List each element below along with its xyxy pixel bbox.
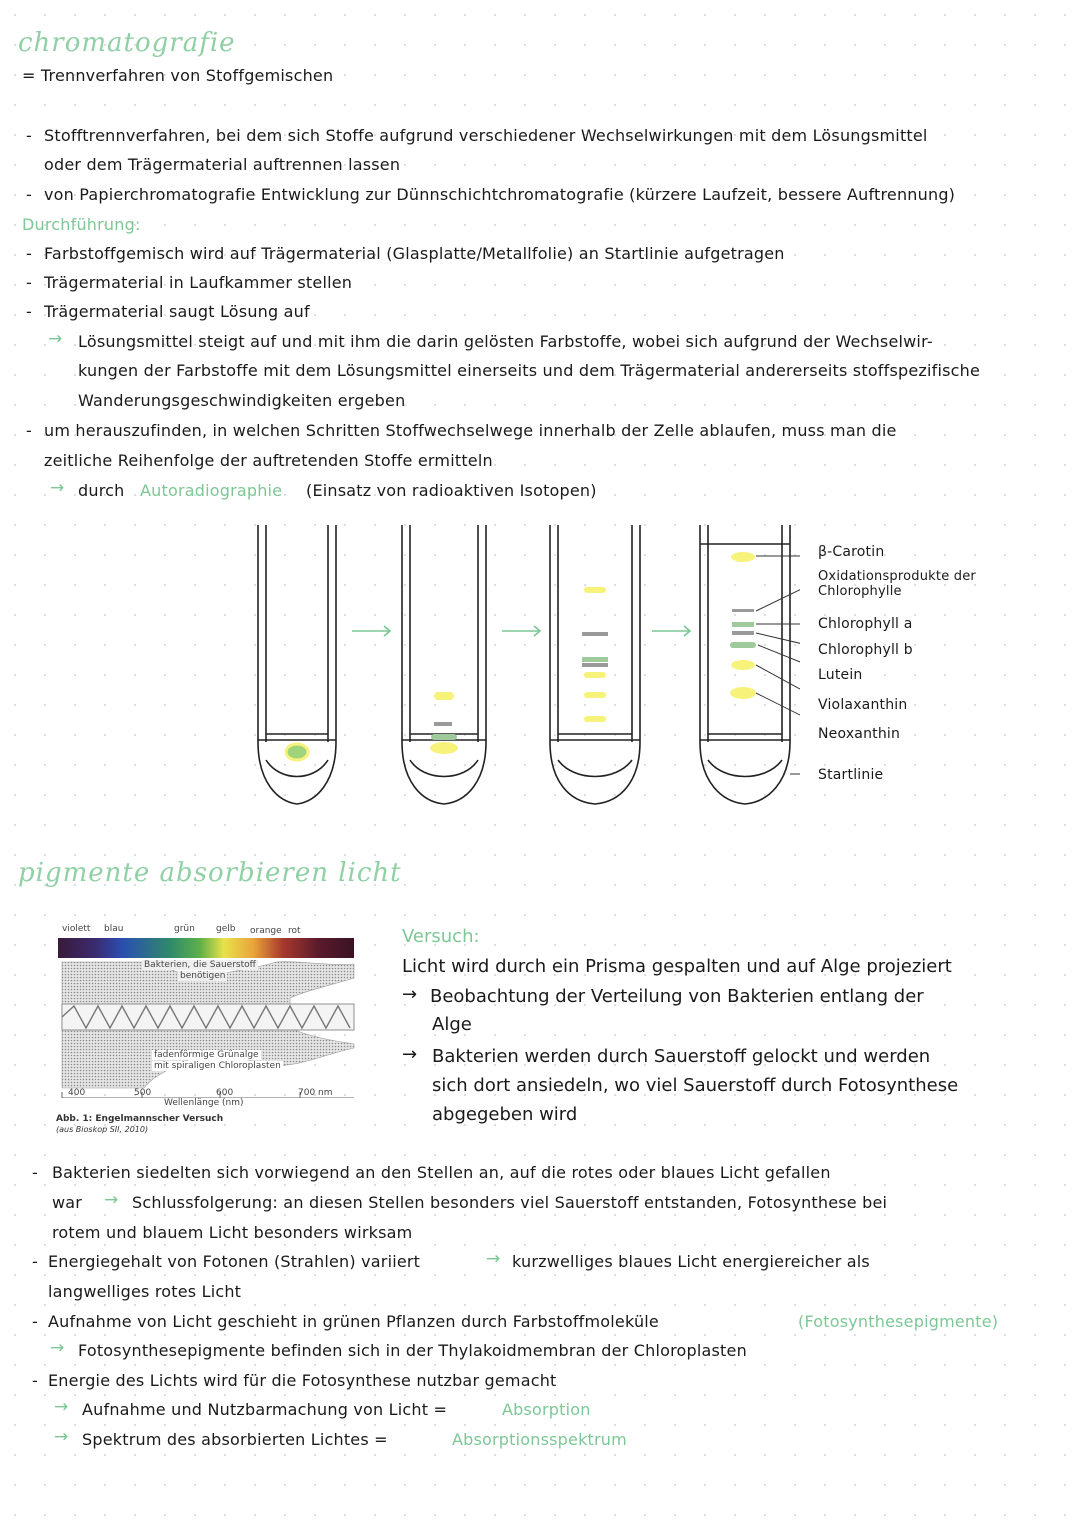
- b2-line1-pre: Energiegehalt von Fotonen (Strahlen) variiert: [48, 1252, 421, 1271]
- b1-line2-pre: war: [52, 1193, 83, 1212]
- step3-line: Trägermaterial saugt Lösung auf: [44, 302, 310, 321]
- para1-line2: oder dem Trägermaterial auftrennen lassen: [44, 155, 401, 174]
- bacteria-label-1: Bakterien, die Sauerstoff: [144, 960, 256, 970]
- label-violaxanthin: Violaxanthin: [818, 697, 908, 713]
- versuch-line6: abgegeben wird: [432, 1104, 578, 1125]
- term-autoradiographie: Autoradiographie: [140, 481, 283, 500]
- tube-2: [402, 525, 486, 804]
- b3-line1-pre: Aufnahme von Licht geschieht in grünen Pflanzen durch Farbstoffmoleküle: [48, 1312, 659, 1331]
- b4-line1: Energie des Lichts wird für die Fotosynthese nutzbar gemacht: [48, 1371, 557, 1390]
- term-fotosynthesepigmente: (Fotosynthesepigmente): [798, 1312, 999, 1331]
- figure-caption: Abb. 1: Engelmannscher Versuch: [56, 1114, 224, 1124]
- alga-label-1: fadenförmige Grünalge: [154, 1050, 259, 1060]
- bullet-dash: -: [32, 1312, 38, 1331]
- term-absorptionsspektrum: Absorptionsspektrum: [452, 1430, 627, 1449]
- chromatography-diagram: [240, 520, 800, 820]
- label-carotin: β-Carotin: [818, 544, 885, 560]
- bacteria-label-2: benötigen: [180, 971, 226, 981]
- color-label-rot: rot: [288, 926, 301, 936]
- b1-line2-post: Schlussfolgerung: an diesen Stellen besonders viel Sauerstoff entstanden, Fotosynthese bei: [132, 1193, 888, 1212]
- engelmann-figure: [52, 918, 372, 1143]
- label-chlorophyll-a: Chlorophyll a: [818, 616, 913, 632]
- arrow-icon: →: [54, 1397, 69, 1417]
- figure-source: (aus Bioskop SII, 2010): [56, 1125, 149, 1134]
- b1-line1: Bakterien siedelten sich vorwiegend an den Stellen an, auf die rotes oder blaues Licht gefallen: [52, 1163, 831, 1182]
- versuch-line3: Alge: [432, 1014, 472, 1035]
- arrow-icon: →: [402, 1044, 418, 1065]
- bullet-dash: -: [32, 1252, 38, 1271]
- intro-line: = Trennverfahren von Stoffgemischen: [22, 66, 334, 85]
- sample-spot: [286, 744, 308, 760]
- versuch-line1: Licht wird durch ein Prisma gespalten und auf Alge projeziert: [402, 956, 952, 977]
- arrow-icon: →: [486, 1249, 501, 1269]
- heading-pigmente: pigmente absorbieren licht: [18, 858, 402, 888]
- bullet-dash: -: [26, 421, 32, 440]
- label-chlorophyll-b: Chlorophyll b: [818, 642, 913, 658]
- axis-label: Wellenlänge (nm): [164, 1098, 244, 1108]
- versuch-line4: Bakterien werden durch Sauerstoff gelockt und werden: [432, 1046, 931, 1067]
- para2-line: von Papierchromatografie Entwicklung zur Dünnschichtchromatografie (kürzere Laufzeit, bessere Auftrennung): [44, 185, 956, 204]
- alga-label-2: mit spiraligen Chloroplasten: [154, 1061, 281, 1071]
- versuch-line2: Beobachtung der Verteilung von Bakterien entlang der: [430, 986, 924, 1007]
- bullet-dash: -: [26, 302, 32, 321]
- arrow-icon: →: [54, 1427, 69, 1447]
- durchfuehrung-title: Durchführung:: [22, 215, 141, 234]
- arrow-icon: [652, 626, 690, 636]
- bullet-dash: -: [26, 126, 32, 145]
- b2-line2: langwelliges rotes Licht: [48, 1282, 242, 1301]
- versuch-line5: sich dort ansiedeln, wo viel Sauerstoff durch Fotosynthese: [432, 1075, 959, 1096]
- bullet-dash: -: [26, 185, 32, 204]
- step1-line: Farbstoffgemisch wird auf Trägermaterial (Glasplatte/Metallfolie) an Startlinie aufgetragen: [44, 244, 785, 263]
- tube-1: [258, 525, 336, 804]
- versuch-title: Versuch:: [402, 926, 480, 947]
- arrow-icon: [352, 626, 390, 636]
- step4a-post: (Einsatz von radioaktiven Isotopen): [306, 481, 597, 500]
- arrow-icon: [502, 626, 540, 636]
- bullet-dash: -: [26, 273, 32, 292]
- b4-line3-pre: Spektrum des absorbierten Lichtes =: [82, 1430, 388, 1449]
- label-neoxanthin: Neoxanthin: [818, 726, 901, 742]
- arrow-icon: →: [402, 984, 418, 1005]
- b1-line3: rotem und blauem Licht besonders wirksam: [52, 1223, 413, 1242]
- color-label-blau: blau: [104, 924, 124, 934]
- para1-line1: Stofftrennverfahren, bei dem sich Stoffe aufgrund verschiedener Wechselwirkungen mit dem Lösungsmittel: [44, 126, 928, 145]
- spectrum-bar: [58, 938, 354, 958]
- arrow-icon: →: [50, 1338, 65, 1358]
- arrow-icon: →: [48, 329, 63, 349]
- color-label-gruen: grün: [174, 924, 195, 934]
- step4-line1: um herauszufinden, in welchen Schritten Stoffwechselwege innerhalb der Zelle ablaufen, muss man die: [44, 421, 897, 440]
- step3a-line1: Lösungsmittel steigt auf und mit ihm die darin gelösten Farbstoffe, wobei sich aufgrund der Wechselwir-: [78, 332, 933, 351]
- arrow-icon: →: [104, 1190, 119, 1210]
- bullet-dash: -: [32, 1371, 38, 1390]
- label-oxidation-2: Chlorophylle: [818, 584, 902, 599]
- color-label-violett: violett: [62, 924, 91, 934]
- tick-600: 600: [216, 1088, 234, 1098]
- color-label-gelb: gelb: [216, 924, 236, 934]
- step4-line2: zeitliche Reihenfolge der auftretenden Stoffe ermitteln: [44, 451, 493, 470]
- arrow-icon: →: [50, 478, 65, 498]
- label-startlinie: Startlinie: [818, 767, 884, 783]
- label-oxidation-1: Oxidationsprodukte der: [818, 569, 976, 584]
- bullet-dash: -: [26, 244, 32, 263]
- b4-line2-pre: Aufnahme und Nutzbarmachung von Licht =: [82, 1400, 448, 1419]
- color-label-orange: orange: [250, 926, 282, 936]
- b3-line2: Fotosynthesepigmente befinden sich in der Thylakoidmembran der Chloroplasten: [78, 1341, 747, 1360]
- tick-700: 700 nm: [298, 1088, 333, 1098]
- heading-chromatografie: chromatografie: [18, 28, 236, 58]
- bullet-dash: -: [32, 1163, 38, 1182]
- label-lutein: Lutein: [818, 667, 863, 683]
- step2-line: Trägermaterial in Laufkammer stellen: [44, 273, 353, 292]
- step3a-line2: kungen der Farbstoffe mit dem Lösungsmittel einerseits und dem Trägermaterial andererseits stoffspezifische: [78, 361, 981, 380]
- tick-400: 400: [68, 1088, 86, 1098]
- b2-line1-post: kurzwelliges blaues Licht energiereicher als: [512, 1252, 870, 1271]
- tick-500: 500: [134, 1088, 152, 1098]
- term-absorption: Absorption: [502, 1400, 591, 1419]
- step3a-line3: Wanderungsgeschwindigkeiten ergeben: [78, 391, 406, 410]
- step4a-pre: durch: [78, 481, 125, 500]
